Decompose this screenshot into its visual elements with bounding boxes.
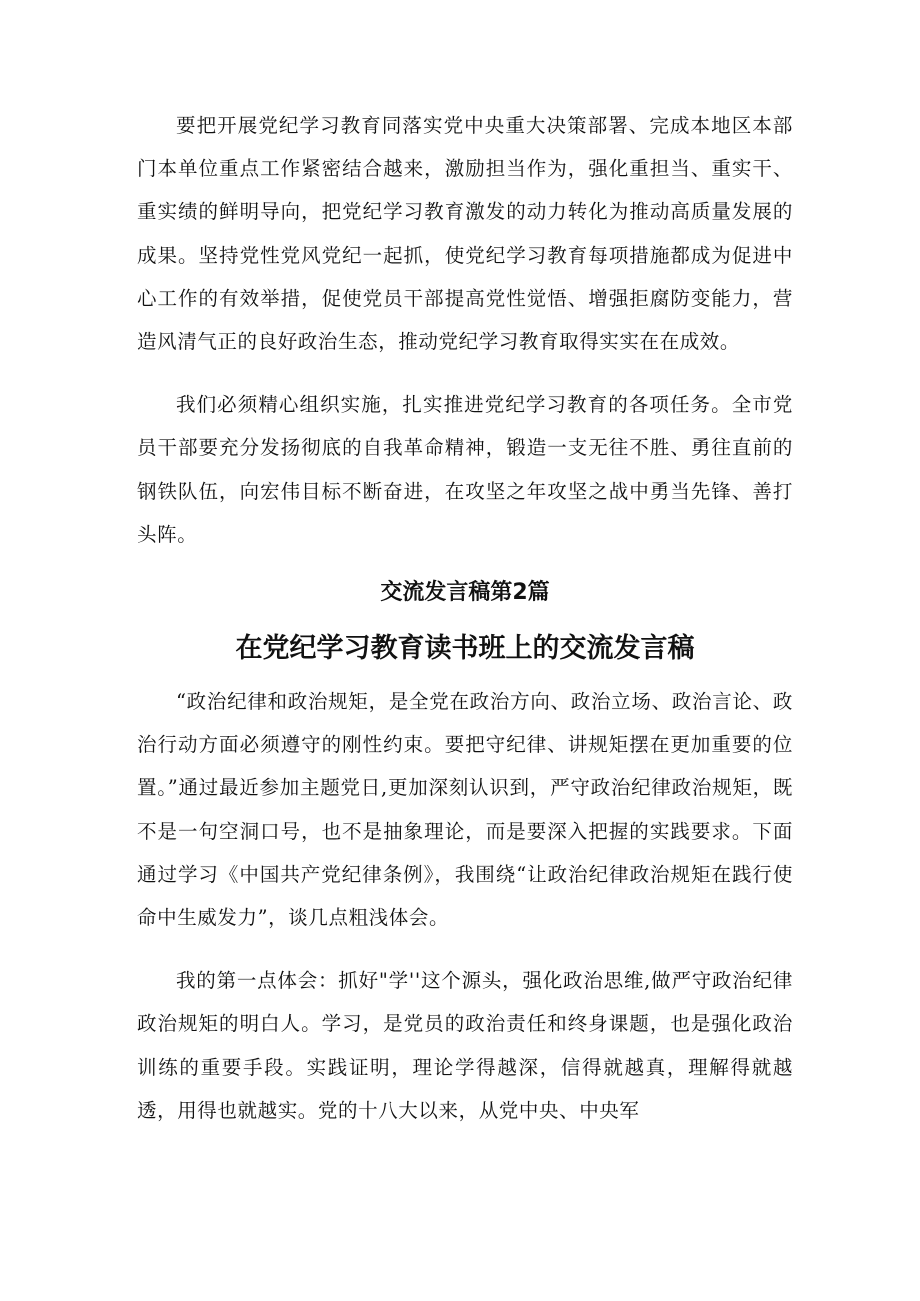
paragraph-4: 我的第一点体会：抓好"学''这个源头，强化政治思维,做严守政治纪律政治规矩的明白人。学习，是党员的政治责任和终身课题，也是强化政治训练的重要手段。实践证明，理论学得越深，信得就越真，理解得就越透，用得也就越实。党的十八大以来，从党中央、中央军: [137, 969, 793, 1122]
paragraph-1: 要把开展党纪学习教育同落实党中央重大决策部署、完成本地区本部门本单位重点工作紧密结合越来，激励担当作为，强化重担当、重实干、重实绩的鲜明导向，把党纪学习教育激发的动力转化为推动高质量发展的成果。坚持党性党风党纪一起抓，使党纪学习教育每项措施都成为促进中心工作的有效举措，促使党员干部提高党性觉悟、增强拒腐防变能力，营造风清气正的良好政治生态，推动党纪学习教育取得实实在在成效。: [137, 114, 793, 354]
article-title: 在党纪学习教育读书班上的交流发言稿: [235, 633, 695, 665]
paragraph-3: “政治纪律和政治规矩，是全党在政治方向、政治立场、政治言论、政治行动方面必须遵守的刚性约束。要把守纪律、讲规矩摆在更加重要的位置。”通过最近参加主题党日,更加深刻认识到，严守政治纪律政治规矩，既不是一句空洞口号，也不是抽象理论，而是要深入把握的实践要求。下面通过学习《中国共产党纪律条例》，我围绕“让政治纪律政治规矩在践行使命中生威发力”，谈几点粗浅体会。: [137, 690, 793, 930]
paragraph-2: 我们必须精心组织实施，扎实推进党纪学习教育的各项任务。全市党员干部要充分发扬彻底的自我革命精神，锻造一支无往不胜、勇往直前的钢铁队伍，向宏伟目标不断奋进，在攻坚之年攻坚之战中勇当先锋、善打头阵。: [137, 393, 793, 546]
section-heading: 交流发言稿第2篇: [380, 580, 550, 606]
document-body: [137, 104, 793, 1132]
